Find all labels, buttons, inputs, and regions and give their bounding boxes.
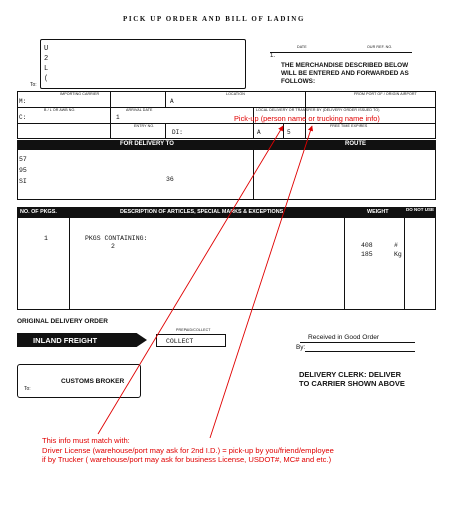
entry-value: DI: — [172, 129, 183, 136]
pkgs-item-count: 2 — [111, 243, 115, 250]
delivery-line-3: SI — [19, 178, 27, 185]
delivery-clerk-line-1: DELIVERY CLERK: DELIVER — [299, 370, 402, 379]
location-label: LOCATION — [226, 92, 245, 96]
delivery-36: 36 — [166, 176, 174, 183]
numeral-marker: 1. — [270, 53, 276, 59]
prepaid-collect-label: PREPAID/COLLECT — [176, 328, 211, 332]
weight-lbs-unit: # — [394, 242, 398, 249]
bottom-annotation-line-3: if by Trucker ( warehouse/port may ask for business License, USDOT#, MC# and etc.) — [42, 455, 332, 464]
arrival-value: 1 — [116, 114, 120, 121]
pkgs-count: 1 — [44, 235, 48, 242]
received-good-order: Received in Good Order — [308, 334, 380, 341]
free-time-label: FREE TIME EXPIRES — [330, 124, 368, 128]
inland-freight-label: INLAND FREIGHT — [33, 336, 98, 345]
delivery-5-value: 5 — [287, 129, 291, 136]
pickup-annotation: Pick-up (person name or trucking name info) — [234, 114, 380, 123]
arrow-to-pickup-right — [210, 126, 312, 438]
carrier-value: M: — [19, 98, 27, 105]
bottom-annotation — [42, 436, 334, 465]
original-delivery-order: ORIGINAL DELIVERY ORDER — [17, 318, 108, 325]
to-prefix: To: — [30, 82, 37, 88]
pkgs-containing: PKGS CONTAINING: — [85, 235, 148, 242]
date-label: DATE — [297, 45, 307, 49]
entry-no-label: ENTRY NO. — [134, 124, 155, 128]
weight-lbs: 408 — [361, 242, 373, 249]
customs-to-prefix: To: — [24, 386, 31, 392]
arrow-to-pickup-left — [98, 126, 283, 434]
delivery-line-2: 95 — [19, 167, 27, 174]
delivery-line-1: 57 — [19, 156, 27, 163]
our-ref-label: OUR REF. NO. — [367, 45, 393, 49]
delivery-a-value: A — [257, 129, 261, 136]
weight-kg-unit: Kg — [394, 251, 402, 258]
bl-awb-label: B / L OR AWB NO. — [44, 108, 76, 112]
bottom-annotation-line-2: Driver License (warehouse/port may ask for 2nd I.D.) = pick-up by you/friend/employee — [42, 445, 334, 455]
for-delivery-label: FOR DELIVERY TO — [120, 141, 174, 147]
local-delivery-label: LOCAL DELIVERY OR TRANSFER BY (DELIVERY ORDER ISSUED TO) — [256, 108, 380, 112]
customs-broker-label: CUSTOMS BROKER — [61, 378, 125, 385]
address-line-1: U — [44, 45, 49, 53]
importing-carrier-label: IMPORTING CARRIER — [60, 92, 100, 96]
weight-kg: 185 — [361, 251, 373, 258]
collect-value: COLLECT — [166, 338, 194, 345]
delivery-clerk-line-2: TO CARRIER SHOWN ABOVE — [299, 379, 405, 388]
weight-label: WEIGHT — [367, 209, 389, 215]
do-not-use-label: DO NOT USE — [406, 207, 435, 212]
address-line-4: ( — [44, 75, 49, 83]
address-line-3: L — [44, 65, 49, 73]
foreign-port-label: FROM PORT OF / ORIGIN AIRPORT — [354, 92, 417, 96]
address-line-2: 2 — [44, 55, 49, 63]
by-label: By: — [296, 344, 306, 351]
bottom-annotation-line-1: This info must match with: — [42, 436, 130, 445]
merchandise-line-1: THE MERCHANDISE DESCRIBED BELOW — [281, 62, 409, 69]
bl-value: C: — [19, 114, 27, 121]
arrival-date-label: ARRIVAL DATE — [126, 108, 153, 112]
merchandise-line-3: FOLLOWS: — [281, 78, 316, 85]
no-pkgs-label: NO. OF PKGS. — [20, 209, 57, 215]
route-label: ROUTE — [345, 141, 366, 147]
merchandise-line-2: WILL BE ENTERED AND FORWARDED AS — [281, 70, 409, 77]
description-label: DESCRIPTION OF ARTICLES, SPECIAL MARKS & EXCEPTIONS — [120, 209, 284, 215]
location-value: A — [170, 98, 174, 105]
form-title: PICK UP ORDER AND BILL OF LADING — [123, 15, 306, 23]
